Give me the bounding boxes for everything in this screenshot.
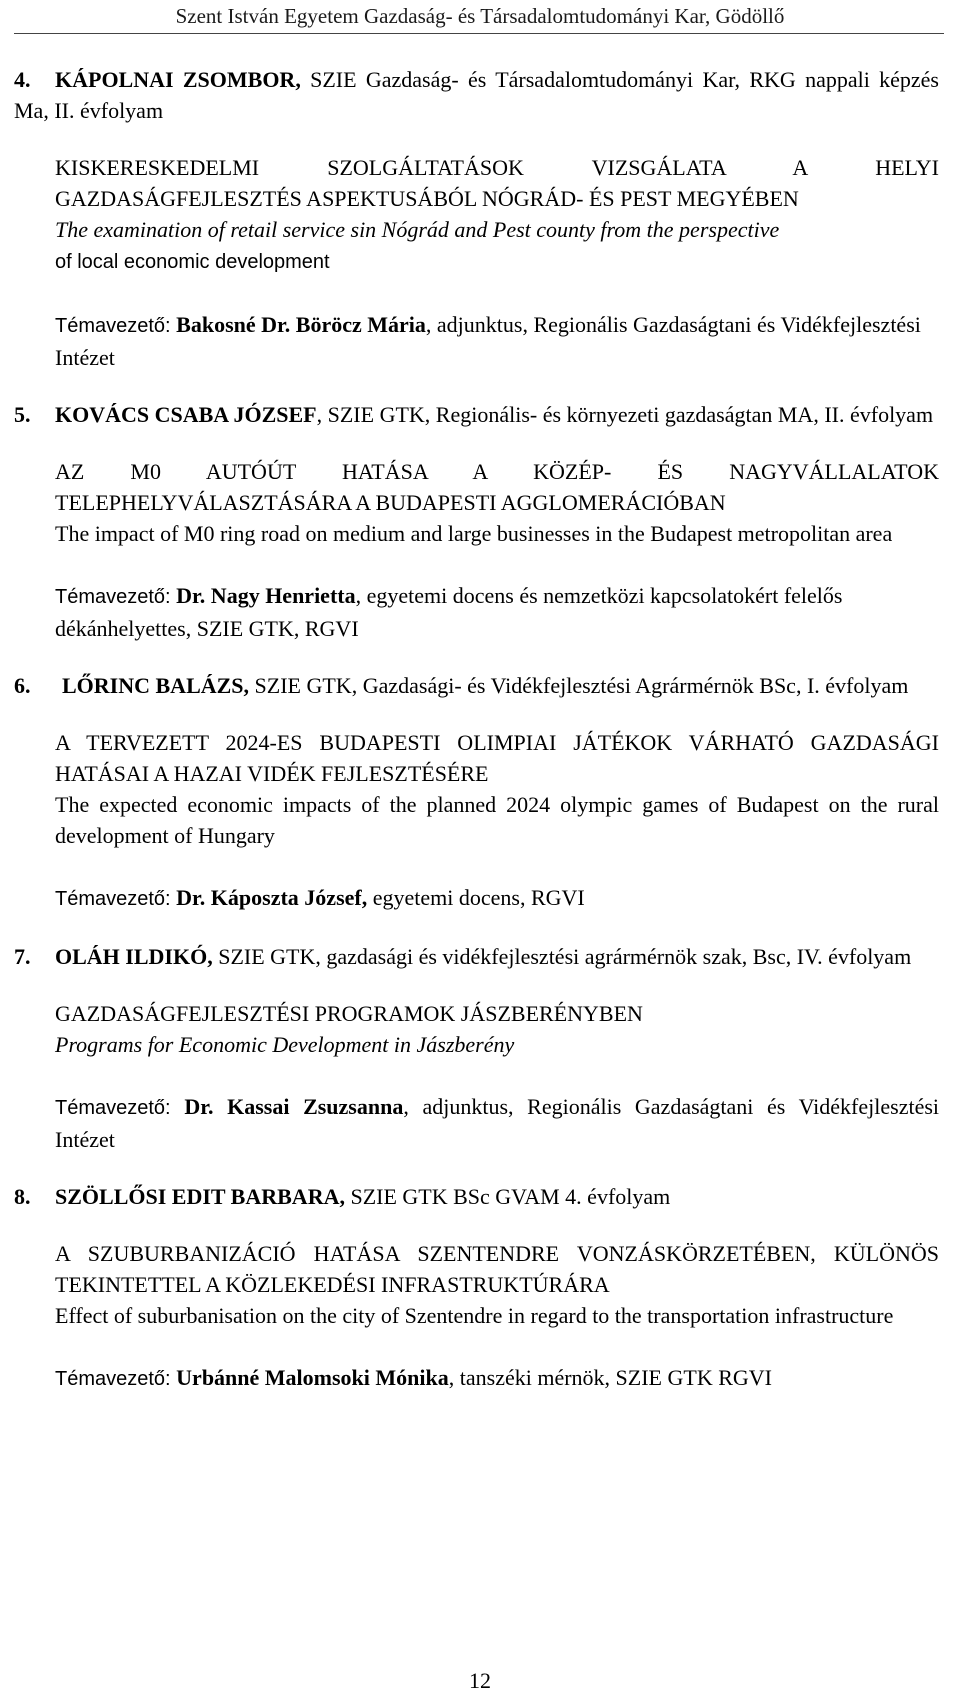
entry-title-en-italic: The examination of retail service sin Nógrád and Pest county from the perspective: [55, 217, 780, 242]
entry-supervisor: [14, 882, 939, 915]
entry-number: 4.: [14, 67, 31, 92]
entry-title-en: Effect of suburbanisation on the city of Szentendre in regard to the transportation infrastructure: [55, 1303, 894, 1328]
entry-affiliation: SZIE GTK, gazdasági és vidékfejlesztési agrármérnök szak, Bsc, IV. évfolyam: [212, 944, 912, 969]
entry-supervisor: [14, 309, 939, 373]
supervisor-label: Témavezető:: [55, 1368, 177, 1390]
entry-supervisor: [14, 1362, 939, 1395]
entry-title-en: [14, 1029, 939, 1060]
supervisor-label: Témavezető:: [55, 888, 177, 910]
entry-8: [14, 1181, 939, 1212]
supervisor-name: Dr. Káposzta József,: [176, 885, 368, 910]
entry-title-en: [14, 214, 939, 278]
supervisor-name: Urbánné Malomsoki Mónika: [176, 1365, 449, 1390]
running-header: Szent István Egyetem Gazdaság- és Társadalomtudományi Kar, Gödöllő: [175, 4, 785, 28]
entry-title-en: The expected economic impacts of the planned 2024 olympic games of Budapest on the rural development of Hungary: [55, 792, 939, 848]
entry-author-line: [14, 399, 939, 430]
page-number: 12: [469, 1668, 491, 1693]
entry-supervisor: [14, 1091, 939, 1155]
supervisor-role: , egyetemi docens és nemzetközi kapcsolatokért felelős dékánhelyettes, SZIE GTK, RGVI: [55, 583, 843, 641]
entry-author: SZÖLLŐSI EDIT BARBARA,: [55, 1184, 345, 1209]
entry-author-line: [14, 941, 939, 972]
entry-5: [14, 399, 939, 430]
supervisor-role: , tanszéki mérnök, SZIE GTK RGVI: [448, 1365, 772, 1390]
entry-author: OLÁH ILDIKÓ,: [55, 944, 213, 969]
supervisor-name: Dr. Nagy Henrietta: [176, 583, 356, 608]
entry-affiliation: SZIE GTK, Gazdasági- és Vidékfejlesztési Agrármérnök BSc, I. évfolyam: [249, 673, 909, 698]
entry-author: LŐRINC BALÁZS,: [62, 673, 250, 698]
entry-6: [14, 670, 939, 701]
entry-title-hu: AZ M0 AUTÓÚT HATÁSA A KÖZÉP- ÉS NAGYVÁLLALATOK TELEPHELYVÁLASZTÁSÁRA A BUDAPESTI AGGLOMERÁCIÓBAN: [55, 459, 939, 515]
entry-number: 7.: [14, 944, 31, 969]
entry-title-hu: GAZDASÁGFEJLESZTÉSI PROGRAMOK JÁSZBERÉNYBEN: [55, 1001, 643, 1026]
entry-title-hu: A SZUBURBANIZÁCIÓ HATÁSA SZENTENDRE VONZÁSKÖRZETÉBEN, KÜLÖNÖS TEKINTETTEL A KÖZLEKEDÉSI INFRASTRUKTÚRÁRA: [55, 1241, 939, 1297]
entry-author-line: [14, 670, 939, 701]
entry-number: 6.: [14, 673, 31, 698]
supervisor-label: Témavezető:: [55, 586, 177, 608]
entry-affiliation: , SZIE GTK, Regionális- és környezeti gazdaságtan MA, II. évfolyam: [316, 402, 934, 427]
supervisor-role: , adjunktus, Regionális Gazdaságtani és Vidékfejlesztési Intézet: [55, 312, 921, 370]
entry-affiliation: SZIE GTK BSc GVAM 4. évfolyam: [344, 1184, 671, 1209]
document-body: [14, 64, 939, 1395]
entry-7: [14, 941, 939, 972]
supervisor-name: Dr. Kassai Zsuzsanna: [184, 1094, 404, 1119]
header-divider: [14, 33, 944, 34]
entry-title-hu: A TERVEZETT 2024-ES BUDAPESTI OLIMPIAI JÁTÉKOK VÁRHATÓ GAZDASÁGI HATÁSAI A HAZAI VIDÉK FEJLESZTÉSÉRE: [55, 730, 939, 786]
supervisor-role: egyetemi docens, RGVI: [367, 885, 585, 910]
entry-title-en-rest: of local economic development: [55, 251, 330, 273]
entry-author-line: [14, 64, 939, 126]
supervisor-name: Bakosné Dr. Böröcz Mária: [176, 312, 426, 337]
entry-author: KÁPOLNAI ZSOMBOR,: [55, 67, 301, 92]
supervisor-role: , adjunktus, Regionális Gazdaságtani és Vidékfejlesztési Intézet: [55, 1094, 940, 1152]
entry-title-en-italic: Programs for Economic Development in Jászberény: [55, 1032, 515, 1057]
entry-title-hu: KISKERESKEDELMI SZOLGÁLTATÁSOK VIZSGÁLATA A HELYI GAZDASÁGFEJLESZTÉS ASPEKTUSÁBÓL NÓGRÁD- ÉS PEST MEGYÉBEN: [55, 155, 939, 211]
entry-4: [14, 64, 939, 126]
entry-affiliation: SZIE Gazdaság- és Társadalomtudományi Kar, RKG nappali képzés Ma, II. évfolyam: [14, 67, 939, 123]
supervisor-label: Témavezető:: [55, 1097, 185, 1119]
supervisor-label: Témavezető:: [55, 315, 177, 337]
entry-title-en: The impact of M0 ring road on medium and large businesses in the Budapest metropolitan area: [55, 521, 893, 546]
entry-supervisor: [14, 580, 939, 644]
entry-author: KOVÁCS CSABA JÓZSEF: [55, 402, 317, 427]
entry-number: 5.: [14, 402, 31, 427]
entry-author-line: [14, 1181, 939, 1212]
entry-number: 8.: [14, 1184, 31, 1209]
